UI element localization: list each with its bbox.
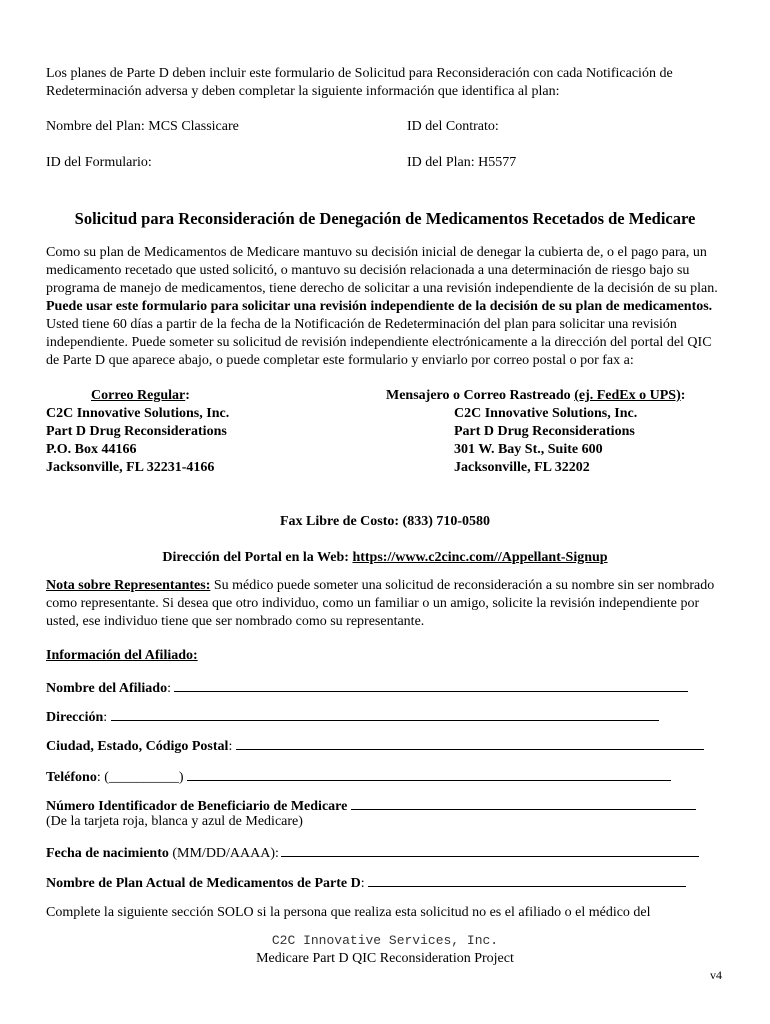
plan-id: ID del Plan: H5577 [407,155,517,170]
tracked-mail-line: C2C Innovative Solutions, Inc. [454,406,638,421]
mbi-label: Número Identificador de Beneficiario de Medicare [46,799,348,814]
fax-number: Fax Libre de Costo: (833) 710-0580 [279,514,491,529]
member-section-heading: Información del Afiliado: [46,648,198,663]
address-field[interactable] [111,706,659,721]
phone-row: Teléfono: (__________) [46,766,671,787]
dob-row [46,842,699,863]
current-plan-label: Nombre de Plan Actual de Medicamentos de Parte D [46,876,361,891]
city-field[interactable] [236,735,704,750]
form-id: ID del Formulario: [46,155,152,170]
city-label: Ciudad, Estado, Código Postal [46,739,229,754]
current-plan-field[interactable] [368,872,686,887]
mbi-field[interactable] [351,795,696,810]
footer-project: Medicare Part D QIC Reconsideration Project [256,951,514,966]
mbi-note: (De la tarjeta roja, blanca y azul de Medicare) [46,814,303,829]
regular-mail-line: Part D Drug Reconsiderations [46,424,227,439]
note-text: Su médico puede someter una solicitud de reconsideración a su nombre sin ser nombrado como representante. Si desea que otro individuo, como un familiar o un amigo, solicite la revisión independiente por usted, ese individuo tiene que ser nombrado como su representante. [46,578,715,629]
dob-label: Fecha de nacimiento [46,846,169,861]
portal-link[interactable]: https://www.c2cinc.com//Appellant-Signup [352,550,608,565]
regular-mail-line: P.O. Box 44166 [46,442,137,457]
regular-mail-line: Jacksonville, FL 32231-4166 [46,460,215,475]
dob-field-wrap [281,846,699,861]
body-paragraph [46,244,726,370]
member-name-row: Nombre del Afiliado: [46,677,688,698]
note-label: Nota sobre Representantes: [46,578,211,593]
tracked-mail-line: Jacksonville, FL 32202 [454,460,590,475]
phone-label: Teléfono [46,770,97,785]
member-name-label: Nombre del Afiliado [46,681,168,696]
representative-note [46,577,726,631]
intro-paragraph: Los planes de Parte D deben incluir este formulario de Solicitud para Reconsideración con cada Notificación de Redeterminación adversa y deben completar la siguiente información que identifica al plan: [46,66,673,99]
regular-mail-heading: Correo Regular: [91,388,190,403]
body-text-2: Usted tiene 60 días a partir de la fecha de la Notificación de Redeterminación del plan para solicitar una revisión independiente. Puede someter su solicitud de revisión independiente electrónicamente a la dirección del portal del QIC de Parte D que aparece abajo, o puede completar este formulario y enviarlo por correo postal o por fax a: [46,317,712,368]
dob-format: (MM/DD/AAAA): [168,846,279,861]
regular-mail-line: C2C Innovative Solutions, Inc. [46,406,230,421]
address-label: Dirección [46,710,104,725]
contract-id: ID del Contrato: [407,119,499,134]
address-row: Dirección: [46,706,659,727]
phone-number-field[interactable] [187,766,671,781]
dob-field[interactable] [281,842,699,857]
page-title: Solicitud para Reconsideración de Denegación de Medicamentos Recetados de Medicare [74,209,696,228]
regular-mail-address [46,387,346,477]
tracked-mail-line: Part D Drug Reconsiderations [454,424,635,439]
portal-address [0,549,770,567]
portal-label: Dirección del Portal en la Web: [162,550,353,565]
plan-name: Nombre del Plan: MCS Classicare [46,119,239,134]
body-bold-text: Puede usar este formulario para solicitar una revisión independiente de la decisión de su plan de medicamentos. [46,299,713,314]
current-plan-row: Nombre de Plan Actual de Medicamentos de Parte D: [46,872,686,893]
body-text-1: Como su plan de Medicamentos de Medicare mantuvo su decisión inicial de denegar la cubierta de, o el pago para, un medicamento recetado que usted solicitó, o mantuvo su decisión relacionada a una determinación de riesgo bajo su programa de manejo de medicamentos, tiene derecho de solicitar a una revisión independiente de la decisión de su plan. [46,245,718,296]
phone-area-code-field[interactable]: (__________) [104,770,184,785]
footer-version: v4 [710,968,722,982]
tracked-mail-address [386,387,726,477]
tracked-mail-line: 301 W. Bay St., Suite 600 [454,442,603,457]
member-name-field[interactable] [174,677,688,692]
tracked-mail-heading: Mensajero o Correo Rastreado (ej. FedEx o UPS): [386,388,686,403]
trailing-instruction: Complete la siguiente sección SOLO si la persona que realiza esta solicitud no es el afiliado o el médico del [46,905,651,920]
footer-company: C2C Innovative Services, Inc. [271,933,499,948]
city-row: Ciudad, Estado, Código Postal: [46,735,704,756]
